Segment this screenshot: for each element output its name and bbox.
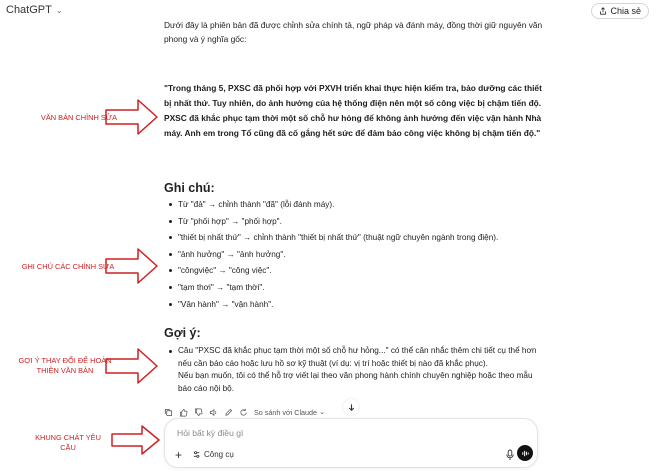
thumbs-down-icon[interactable] (194, 408, 203, 417)
arrow-down-icon (347, 403, 356, 412)
tools-label: Công cụ (204, 450, 234, 459)
annotation-composer: KHUNG CHÁT YÊU CẦU (35, 433, 101, 452)
share-button[interactable] (591, 3, 649, 19)
compare-button[interactable] (254, 408, 325, 417)
notes-list (168, 199, 528, 315)
annotation-suggest-line-1: GỢI Ý THAY ĐỔI ĐỂ HOÀN (18, 356, 112, 365)
scroll-down-button[interactable] (343, 399, 359, 415)
copy-icon[interactable] (164, 408, 173, 417)
suggest-heading: Gợi ý: (164, 326, 201, 340)
annotation-notes: GHI CHÚ CÁC CHỈNH SỬA (21, 262, 115, 271)
chat-composer[interactable] (164, 418, 538, 468)
annotation-arrow (104, 346, 160, 386)
speaker-icon[interactable] (209, 408, 218, 417)
list-item: Từ "phối hợp" → "phối hợp". (168, 216, 528, 233)
annotation-edited-text: VĂN BẢN CHỈNH SỬA (40, 113, 118, 122)
list-item (168, 345, 546, 395)
list-item: Từ "đả" → chỉnh thành "đã" (lỗi đánh máy). (168, 199, 528, 216)
list-item: "côngviệc" → "công việc". (168, 265, 528, 282)
list-item: "Vân hành" → "vận hành". (168, 299, 528, 316)
suggest-list (168, 345, 546, 395)
annotation-arrow (104, 246, 160, 286)
compare-label: So sánh với Claude (254, 407, 318, 417)
plus-icon[interactable]: + (175, 448, 183, 462)
chevron-down-icon: ⌄ (55, 5, 63, 15)
model-selector[interactable] (6, 4, 63, 16)
app-title: ChatGPT (6, 4, 52, 16)
notes-heading: Ghi chú: (164, 181, 215, 195)
tools-icon (192, 450, 201, 459)
edited-quote: "Trong tháng 5, PXSC đã phối hợp với PXVH triển khai thực hiện kiểm tra, bảo dưỡng các thiết bị nhất thứ. Tuy nhiên, do ảnh hưởng của hệ thống điện nên một số công việc bị chậm tiến độ. PXSC đã khắc phục tạm thời một số chỗ hư hỏng để không ảnh hưởng đến việc vận hành Nhà máy. Anh em trong Tổ cũng đã cố gắng hết sức để đảm bảo công việc không bị chậm tiến độ." (164, 83, 542, 138)
annotation-suggest (18, 356, 112, 376)
annotation-arrow (104, 97, 160, 137)
thumbs-up-icon[interactable] (179, 408, 188, 417)
voice-mode-button[interactable] (517, 445, 533, 461)
voice-mode-icon (521, 449, 530, 458)
chevron-down-icon: ⌄ (319, 409, 325, 416)
regenerate-icon[interactable] (239, 408, 248, 417)
intro-text: Dưới đây là phiên bản đã được chỉnh sửa chính tả, ngữ pháp và đánh máy, đồng thời giữ nguyên văn phong và ý nghĩa gốc: (164, 20, 543, 44)
suggestion-line-1: Câu "PXSC đã khắc phục tạm thời một số chỗ hư hỏng..." có thể cân nhắc thêm chi tiết cụ thể hơn nếu cần báo cáo hoặc lưu hồ sơ kỹ thuật (ví dụ: vị trí hoặc thiết bị nào đã khắc phục). (178, 346, 537, 368)
message-actions (164, 406, 325, 418)
edit-icon[interactable] (224, 408, 233, 417)
share-icon (599, 7, 607, 15)
share-label: Chia sẻ (610, 6, 641, 16)
tools-button[interactable] (192, 450, 234, 459)
annotation-suggest-line-2: THIỆN VĂN BẢN (36, 366, 94, 375)
list-item: "thiết bị nhất thứ" → chỉnh thành "thiết bị nhất thứ" (thuật ngữ chuyên ngành trong điện). (168, 232, 528, 249)
mic-icon[interactable] (505, 449, 515, 461)
annotation-arrow (110, 424, 162, 456)
list-item: "ảnh hưởng" → "ảnh hưởng". (168, 249, 528, 266)
list-item: "tạm thơi" → "tạm thời". (168, 282, 528, 299)
chat-input[interactable]: Hỏi bất kỳ điều gì (177, 428, 244, 438)
suggestion-line-2: Nếu bạn muốn, tôi có thể hỗ trợ viết lại theo văn phong hành chính chuyên nghiệp hoặc theo mẫu báo cáo nội bộ. (178, 371, 533, 393)
